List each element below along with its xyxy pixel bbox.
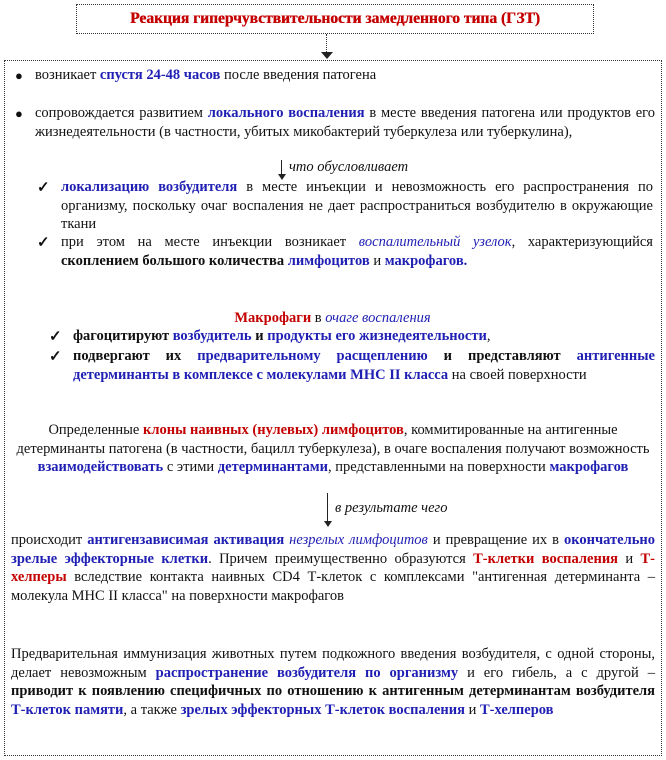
paragraph-immunization [11, 645, 655, 719]
highlight-t-helpers: Т-хелперов [479, 701, 554, 718]
text: и [618, 550, 641, 567]
heading-inflammation-focus: очаге воспаления [325, 310, 431, 326]
connector-arrow-icon [321, 52, 333, 59]
highlight-t-helpers: Т-хелперы [11, 550, 655, 585]
check-icon: ✓ [37, 235, 50, 251]
text: и [369, 252, 385, 269]
text: при этом на месте инъекции возникает [61, 234, 359, 250]
highlight-determinants: детерминантами [217, 459, 328, 475]
arrow-line [281, 160, 282, 175]
bullet-inflammation [35, 104, 655, 141]
text: , [486, 328, 491, 344]
check-processing [73, 347, 655, 384]
check-localization [61, 178, 653, 234]
paragraph-clones [11, 421, 655, 477]
text: и [464, 701, 480, 718]
highlight-processing: предварительному расщеплению [197, 348, 428, 364]
highlight-localization: локализацию возбудителя [61, 179, 238, 195]
highlight-macrophages: макрофагов. [384, 252, 468, 269]
text: и его гибель, а с другой – [458, 664, 656, 681]
highlight-macrophages: макрофагов [549, 459, 629, 475]
highlight-activation: антигензависимая активация [87, 532, 285, 548]
text-bold: и представляют [427, 348, 577, 364]
text-bold: подвергают их [73, 348, 198, 364]
highlight-interact: взаимодействовать [37, 459, 164, 475]
check-icon: ✓ [37, 180, 50, 196]
text: Определенные [48, 422, 143, 438]
check-phagocytose [73, 327, 653, 346]
text: после введения патогена [220, 67, 377, 83]
highlight-local-inflammation: локального воспаления [207, 105, 365, 121]
text: и превращение их в [427, 532, 564, 548]
bullet-icon: ● [15, 106, 23, 121]
highlight-naive-clones: клоны наивных (нулевых) лимфоцитов [143, 422, 404, 438]
text: происходит [11, 532, 88, 548]
text: , а также [123, 701, 181, 718]
check-icon: ✓ [49, 349, 62, 365]
highlight-memory-cells: Т-клеток памяти [11, 701, 124, 718]
heading-macrophages: Макрофаги [234, 310, 312, 326]
highlight-immature-lymphocytes: незрелых лимфоцитов [289, 532, 428, 548]
text-bold: приводит к появлению специфичных по отношению к антигенным детерминантам возбудителя [11, 683, 655, 699]
highlight-lymphocytes: лимфоцитов [287, 252, 370, 269]
highlight-products: продукты его жизнедеятельности [267, 328, 487, 344]
text: сопровождается развитием [35, 105, 208, 121]
connector-line [326, 34, 327, 54]
bullet-onset [35, 66, 653, 85]
text: в месте инъекции и невозможность его распространения по организму, поскольку очаг воспаления не дает распространиться возбудителю в окружающие ткани [61, 179, 653, 232]
highlight-spread: распространение возбудителя по организму [155, 664, 459, 681]
note-causes: что обусловливает [289, 159, 409, 175]
paragraph-activation [11, 531, 655, 605]
arrow-line [327, 493, 328, 521]
page-title: Реакция гиперчувствительности замедленного типа (ГЗТ) [76, 4, 594, 34]
text: на своей поверхности [448, 366, 587, 383]
text: и [251, 328, 268, 344]
content-box [4, 60, 662, 756]
highlight-effector-cells: окончательно зрелые эффекторные клетки [11, 532, 656, 567]
check-nodule [61, 233, 653, 270]
text: вследствие контакта наивных CD4 Т-клеток с комплексами "антигенная детерминанта – молекула МНС II класса" на поверхности макрофагов [11, 569, 655, 604]
arrow-down-icon [324, 521, 332, 527]
highlight-antigen-mhc: антигенные детерминанты в комплексе с молекулами МНС II класса [73, 348, 655, 383]
text: , коммитированные на антигенные детерминанты патогена (в частности, бацилл туберкулеза), в очаге воспаления получают возможность [16, 422, 650, 457]
highlight-onset-time: спустя 24-48 часов [99, 67, 221, 83]
text-bold: скоплением большого количества [61, 252, 285, 269]
text: Предварительная иммунизация животных путем подкожного введения возбудителя, с одной стороны, делает невозможным [11, 646, 655, 681]
highlight-pathogen: возбудитель [172, 328, 252, 344]
highlight-effector-t-cells: зрелых эффекторных Т-клеток воспаления [180, 701, 465, 718]
bullet-icon: ● [15, 68, 23, 83]
text: . Причем преимущественно образуются [208, 550, 474, 567]
text: , представленными на поверхности [327, 459, 550, 475]
check-icon: ✓ [49, 329, 62, 345]
text: возникает [35, 67, 100, 83]
highlight-t-inflammation: Т-клетки воспаления [473, 550, 619, 567]
text: с этими [163, 459, 218, 475]
note-result: в результате чего [335, 500, 448, 516]
text-bold: фагоцитируют [73, 328, 173, 344]
text: в месте введения патогена или продуктов его жизнедеятельности (в частности, убитых микобактерий туберкулеза или туберкулина), [35, 105, 655, 140]
highlight-nodule: воспалительный узелок [358, 234, 512, 250]
text: в [311, 310, 326, 326]
text: , характеризующийся [511, 234, 653, 250]
macrophages-heading [5, 309, 660, 328]
